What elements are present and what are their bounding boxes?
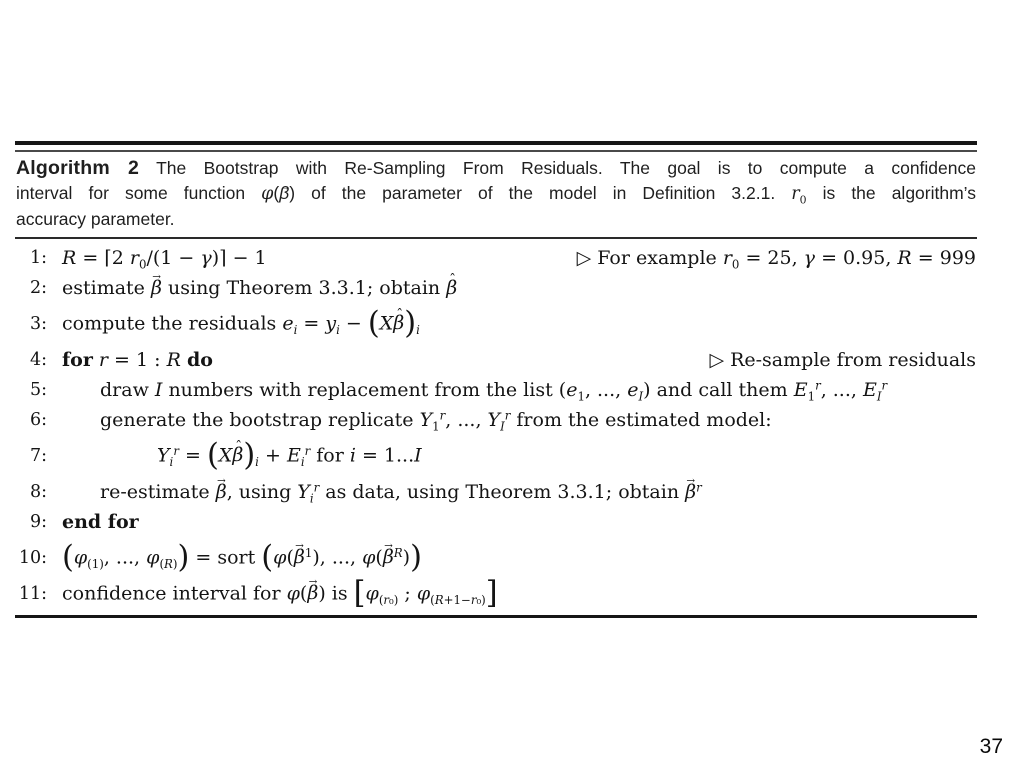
algorithm-line [15, 477, 977, 507]
algorithm-line [15, 375, 977, 405]
line-content: for r = 1 : R do [62, 349, 213, 371]
algorithm-top-rule [15, 141, 977, 145]
algorithm-caption [15, 152, 977, 237]
line-number: 2: [29, 278, 47, 298]
line-content: confidence interval for φ(β →) is [$\varphi_{(r_0)}$ ; $\varphi_{(R+1-r_0)}$] [62, 579, 498, 609]
caption-line: Algorithm 2 The Bootstrap with Re-Sampling From Residuals. The goal is to compute a confidence [16, 157, 976, 179]
algorithm-line [15, 575, 977, 611]
line-number: 10: [18, 548, 47, 568]
line-content: compute the residuals $e_i = y_i - (X\beta$ $ˆ)_i$ [62, 309, 420, 339]
line-content: $Y_i^r = (X\beta$ $ˆ)_i + E_i^r$ for i = 1...I [157, 441, 422, 471]
algorithm-line [15, 435, 977, 477]
line-number: 4: [29, 350, 47, 370]
algorithm-line [15, 345, 977, 375]
line-comment: ▷ For example $r_0 = 25$, γ = 0.95, R = 999 [576, 247, 976, 272]
line-number: 8: [29, 482, 47, 502]
page-number: 37 [979, 735, 1003, 758]
line-number: 7: [29, 446, 47, 466]
algorithm-line [15, 273, 977, 303]
algorithm-line [15, 537, 977, 579]
line-number: 5: [29, 380, 47, 400]
algorithm-box [15, 141, 977, 618]
line-content: re-estimate β →, using $Y_i^r$ as data, using Theorem 3.3.1; obtain β →$^r$ [100, 481, 702, 503]
algorithm-line [15, 405, 977, 435]
caption-line: accuracy parameter. [16, 209, 175, 229]
algorithm-line [15, 303, 977, 345]
line-number: 9: [29, 512, 47, 532]
algorithm-body [15, 239, 977, 615]
line-number: 3: [29, 314, 47, 334]
line-number: 1: [29, 248, 47, 268]
line-content: generate the bootstrap replicate $Y_1^r$, ..., $Y_I^r$ from the estimated model: [100, 408, 772, 434]
line-content: draw I numbers with replacement from the list ($e_1$, ..., $e_I$) and call them $E_1^r$, ..., $E_I^r$ [100, 378, 888, 404]
algorithm-bottom-rule [15, 615, 977, 618]
line-content: estimate β → using Theorem 3.3.1; obtain β ˆ [62, 277, 457, 299]
line-number: 6: [29, 410, 47, 430]
caption-line: interval for some function φ(β →) of the parameter of the model in Definition 3.2.1. $r_0$ is the algorithm’s [16, 181, 976, 207]
line-comment: ▷ Re-sample from residuals [709, 349, 976, 371]
line-number: 11: [18, 584, 47, 604]
algorithm-line [15, 507, 977, 537]
line-content: end for [62, 511, 139, 533]
line-content: ($\varphi_{(1)}$, ..., $\varphi_{(R)}$) = sort (φ(β →$^1$), ..., φ(β →$^R$)) [62, 543, 422, 573]
line-content: R = ⌈2 $r_0/(1$ − γ)⌉ − 1 [62, 247, 267, 272]
algorithm-line [15, 243, 977, 273]
